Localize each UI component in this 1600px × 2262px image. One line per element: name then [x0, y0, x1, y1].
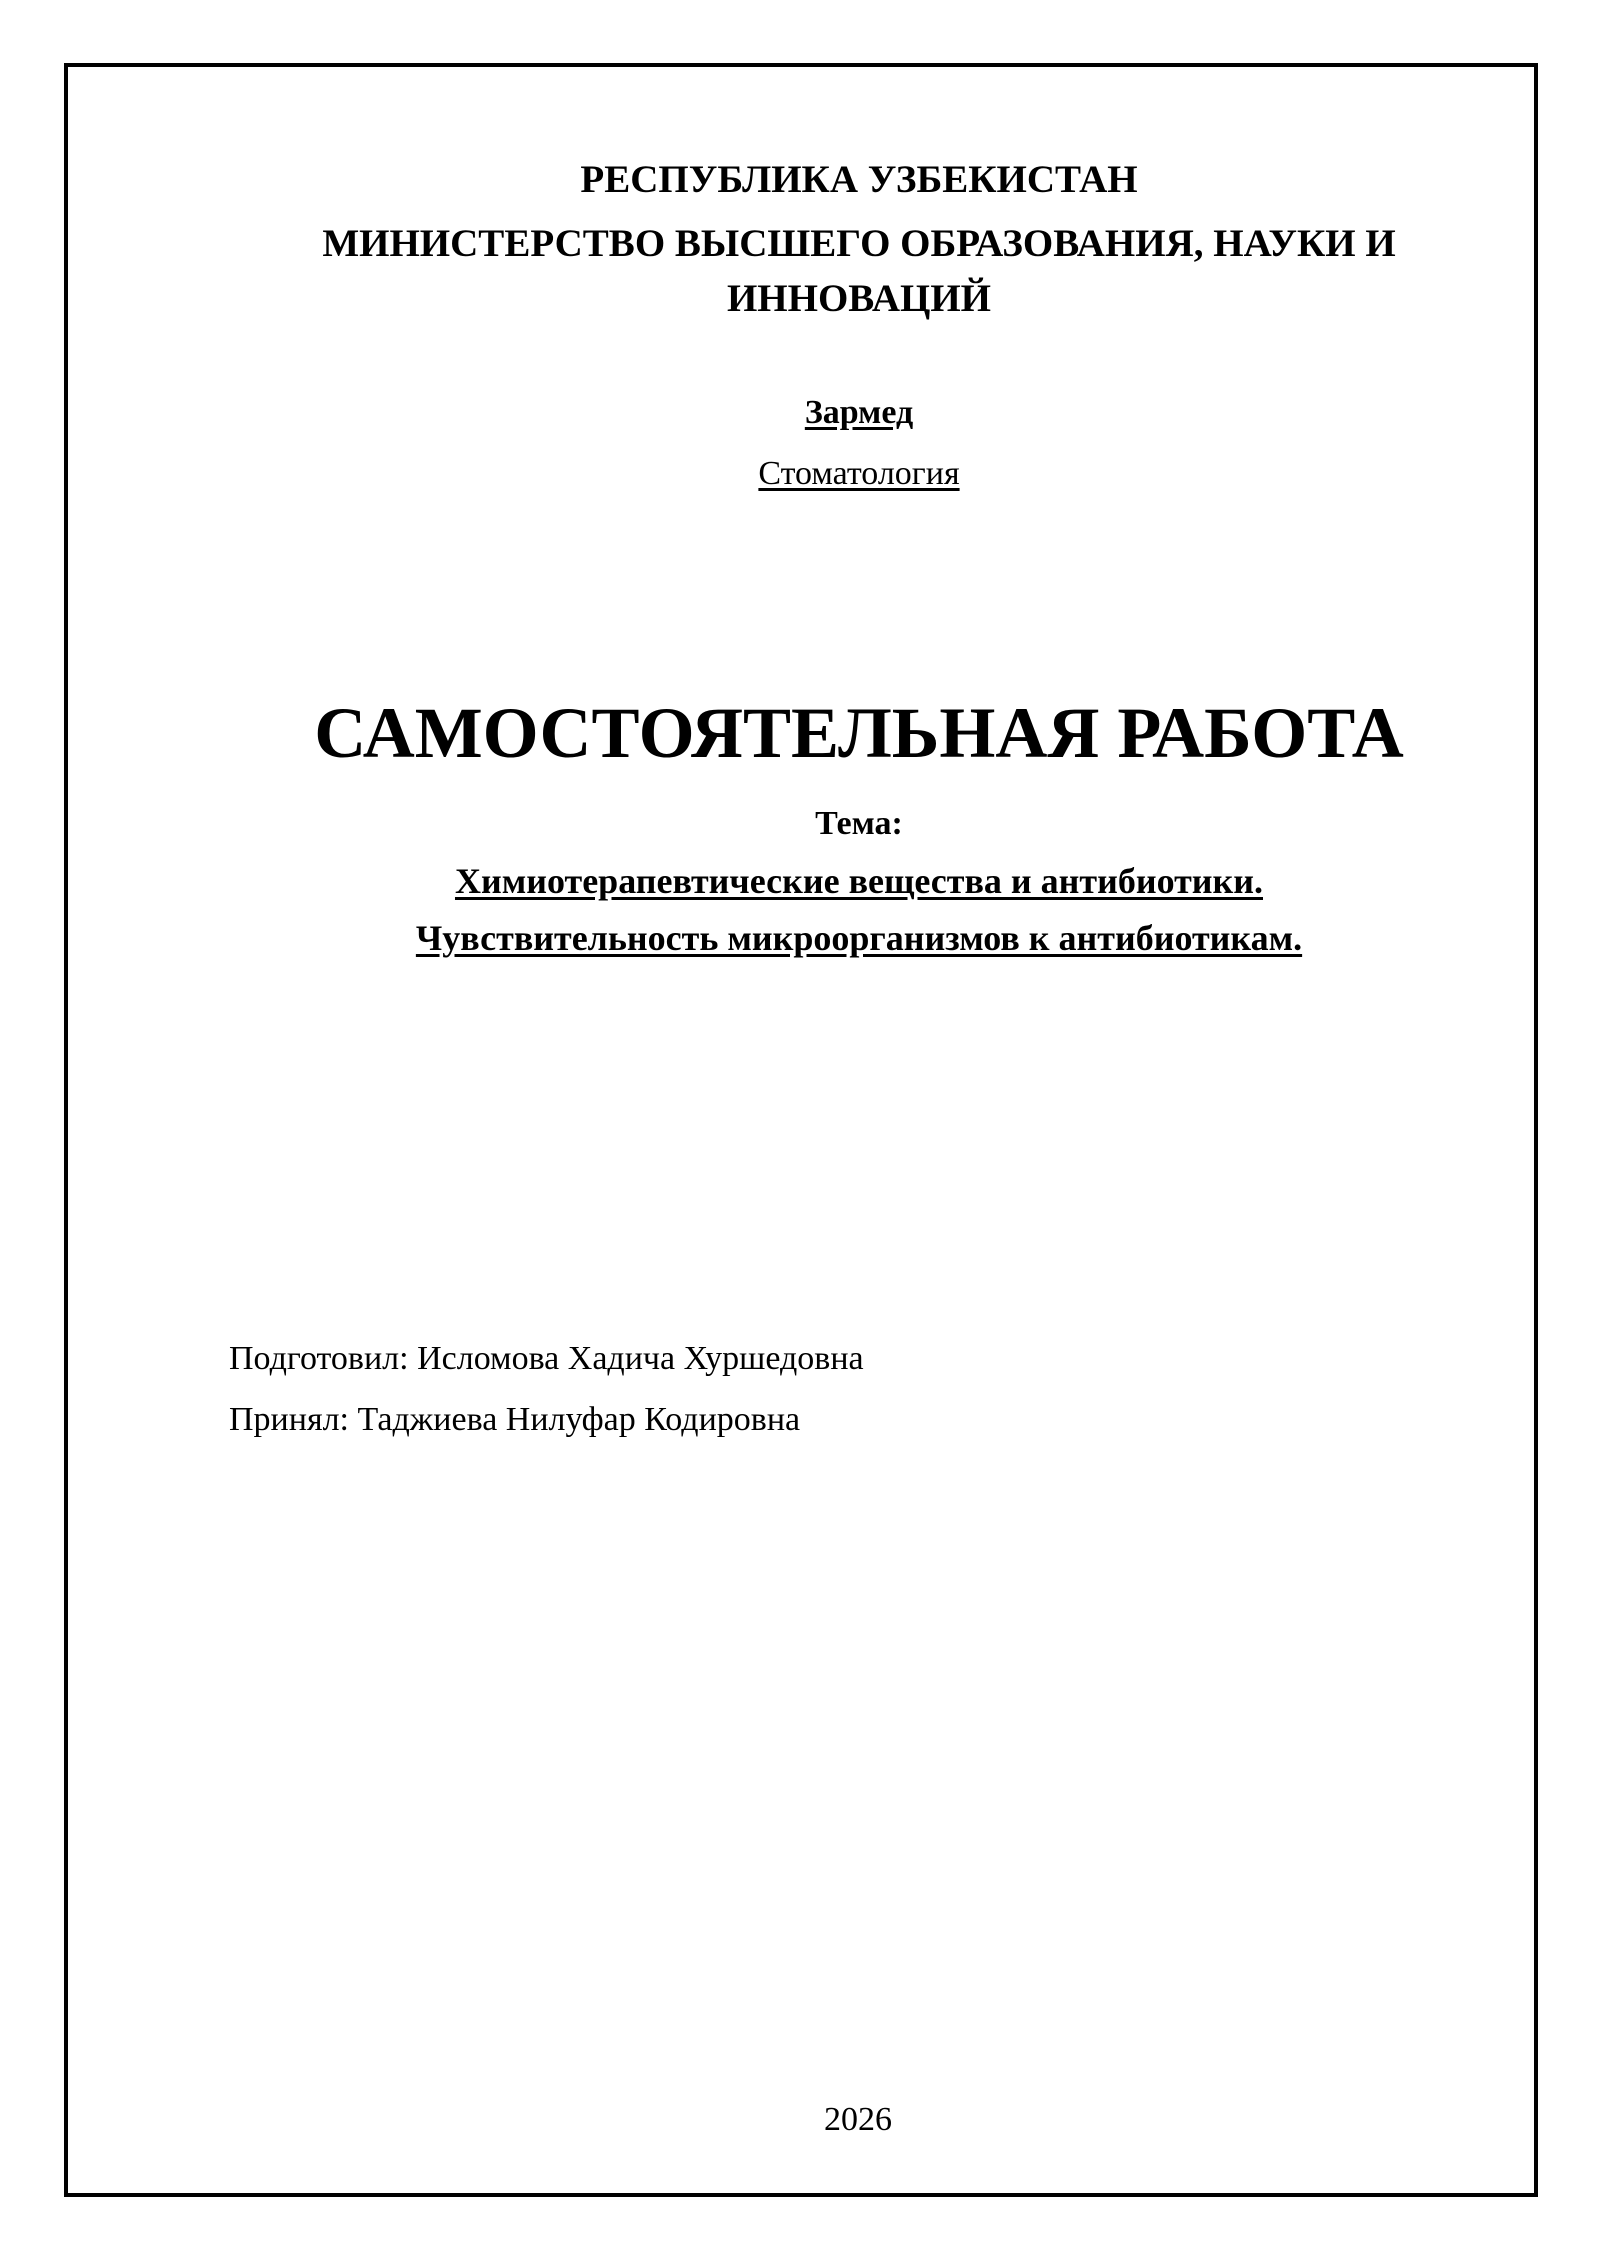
topic-line-2: Чувствительность микроорганизмов к антибиотикам. — [415, 918, 1303, 958]
year: 2026 — [824, 2101, 892, 2138]
faculty-name: Стоматология — [758, 455, 960, 492]
accepted-by: Принял: Таджиева Нилуфар Кодировна — [229, 1401, 801, 1438]
prepared-by: Подготовил: Исломова Хадича Хуршедовна — [229, 1340, 864, 1377]
ministry-heading-line-2: ИННОВАЦИЙ — [726, 277, 992, 320]
country-heading: РЕСПУБЛИКА УЗБЕКИСТАН — [580, 158, 1138, 201]
ministry-heading-line-1: МИНИСТЕРСТВО ВЫСШЕГО ОБРАЗОВАНИЯ, НАУКИ И — [322, 222, 1396, 265]
institution-name: Зармед — [804, 394, 914, 431]
topic-label: Тема: — [815, 805, 903, 842]
document-title: САМОСТОЯТЕЛЬНАЯ РАБОТА — [314, 693, 1404, 773]
topic-line-1: Химиотерапевтические вещества и антибиотики. — [454, 861, 1263, 901]
page-border — [64, 63, 1538, 2197]
